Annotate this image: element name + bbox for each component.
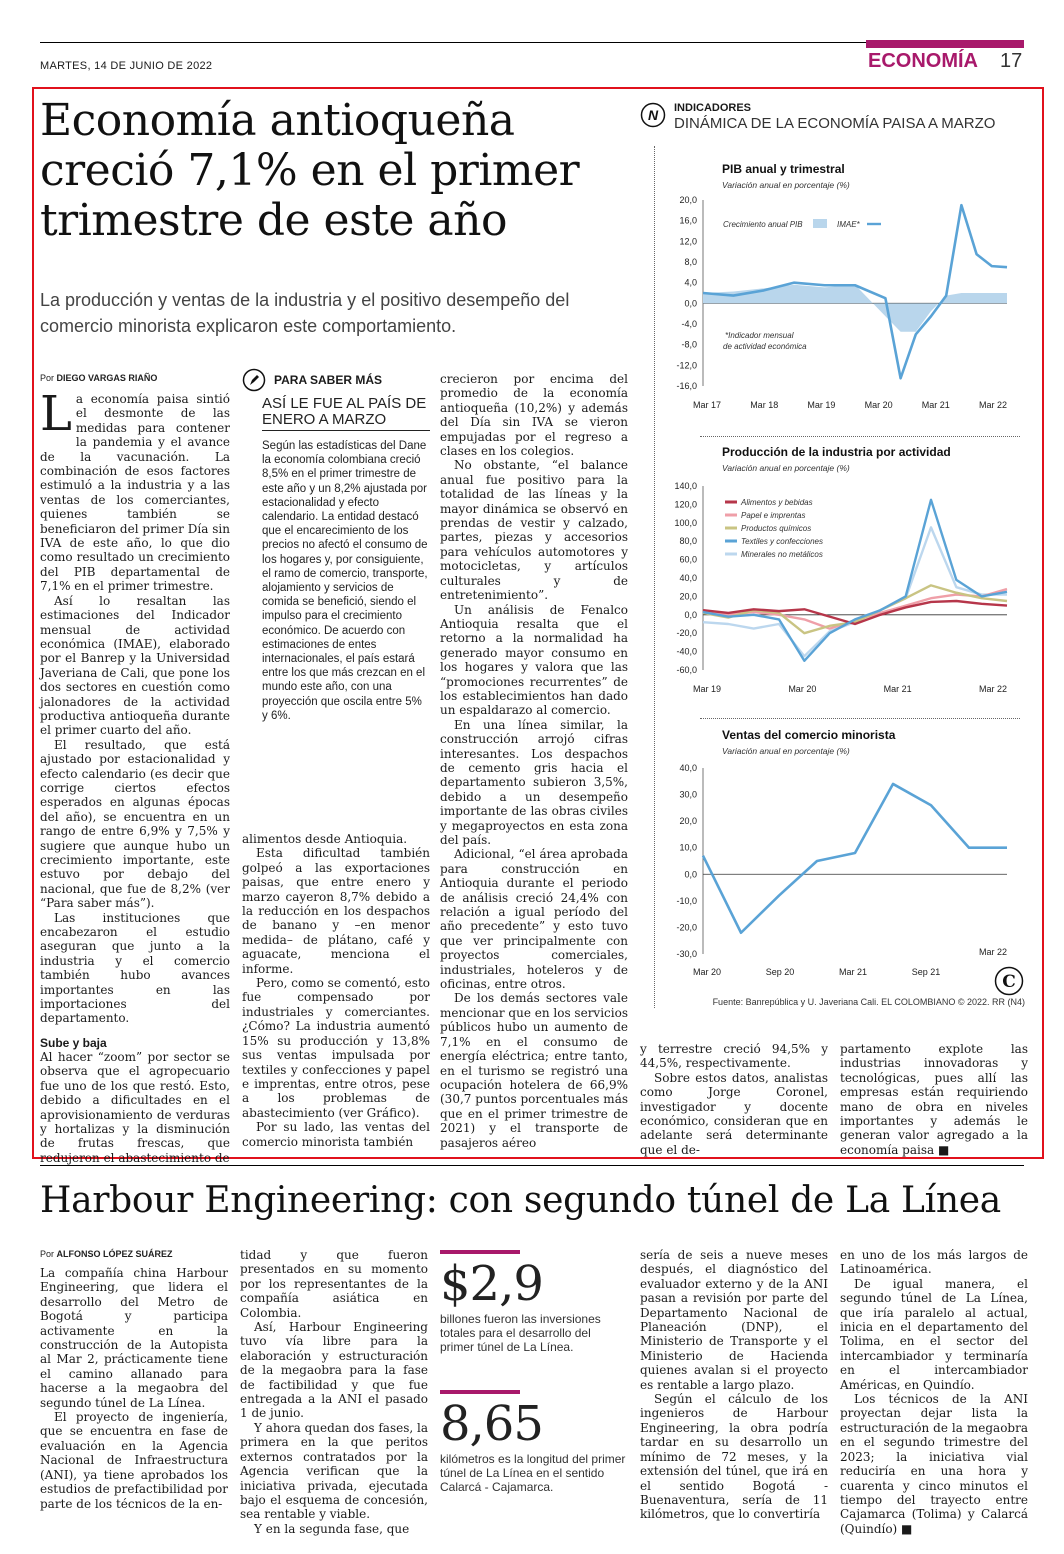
- pib-chart: [655, 190, 1025, 420]
- paragraph: Y en la segunda fase, que: [254, 1521, 410, 1536]
- paragraph: De los demás sectores vale mencionar que en los servicios públicos hubo un aumento de 7,1% en el consumo de energía eléctrica; entre tanto, en el turismo se registró una ocupación hotelera de 66,9% (30,7 puntos porcentuales más que en el primer trimestre de 2021) y el transporte de pasajeros aéreo: [440, 991, 628, 1150]
- paragraph: y terrestre creció 94,5% y 44,5%, respectivamente.: [640, 1042, 828, 1071]
- indicators-header: [640, 102, 1030, 132]
- byline: Por DIEGO VARGAS RIAÑO: [40, 373, 158, 383]
- stat-bar: [440, 1390, 520, 1394]
- paragraph: alimentos desde Antioquia.: [242, 832, 408, 846]
- y-tick-label: 40,0: [679, 763, 697, 773]
- el-colombiano-logo: [994, 966, 1024, 996]
- box-subtitle: ASÍ LE FUE AL PAÍS DE ENERO A MARZO: [262, 396, 430, 431]
- byline: Por ALFONSO LÓPEZ SUÁREZ: [40, 1249, 173, 1259]
- logo-letter: N: [647, 107, 659, 123]
- industry-series-line: [703, 527, 1007, 656]
- paragraph: En una línea similar, la construcción arrojó cifras interesantes. Los despachos de cemento gris hacia el departamento subieron 3,5%, debido a un desempeño importante de las obras civiles y megaproyectos en esta zona del país.: [440, 717, 628, 847]
- stat-value: 8,65: [440, 1396, 543, 1452]
- x-tick-label: Mar 21: [921, 400, 950, 410]
- y-tick-label: 60,0: [679, 554, 697, 565]
- article2-column-2: [240, 1248, 428, 1536]
- y-tick-label: -4,0: [681, 319, 697, 329]
- x-tick-label: Mar 21: [838, 967, 868, 977]
- y-tick-label: 0,0: [684, 869, 697, 880]
- y-tick-label: 140,0: [674, 481, 697, 491]
- chart3-title: Ventas del comercio minorista: [722, 728, 896, 742]
- x-tick-label: Mar 21: [883, 684, 912, 694]
- article-column-5: [840, 1042, 1028, 1157]
- y-tick-label: -12,0: [676, 360, 697, 371]
- paragraph: El proyecto de ingeniería, que se encuentra en fase de evaluación en la Agencia Nacional de Infraestructura (ANI), ya tiene aprobados los estudios de prefactibilidad por parte de los técnicos de la en-: [40, 1410, 228, 1511]
- chart-separator: [700, 718, 1020, 719]
- x-tick-label: Mar 19: [807, 400, 836, 410]
- y-tick-label: 30,0: [679, 789, 697, 800]
- legend-pib-swatch: [813, 219, 827, 228]
- stat-text: billones fueron las inversiones totales para el desarrollo del primer túnel de La Línea.: [440, 1312, 601, 1354]
- y-tick-label: 10,0: [679, 842, 697, 853]
- paragraph: Los técnicos de la ANI proyectan dejar lista la estructuración de la megaobra en el segundo trimestre del 2023; la iniciativa vial reduciría en una hora y cuarenta y cinco minutos el tiempo del trayecto entre Cajamarca (Tolima) y Calarcá (Quindío) ■: [840, 1392, 1028, 1536]
- y-tick-label: -20,0: [676, 628, 697, 639]
- legend-label: Alimentos y bebidas: [741, 498, 813, 507]
- paragraph: Esta dificultad también golpeó a las exportaciones paisas, que entre enero y marzo cayeron 8,7% debido a la reducción en los despachos de banano y –en menor medida– de plátano, café y aguacate, menciona el informe.: [242, 846, 430, 976]
- brand-letter: C: [1002, 972, 1016, 992]
- y-tick-label: 16,0: [679, 215, 697, 226]
- y-tick-label: 40,0: [679, 573, 697, 583]
- chart-source: Fuente: Banrepública y U. Javeriana Cali. EL COLOMBIANO © 2022. RR (N4): [712, 997, 1025, 1007]
- y-tick-label: 20,0: [679, 591, 697, 602]
- paragraph: Las instituciones que encabezaron el estudio aseguran que junto a la industria y el comercio también hubo avances importantes en las importaciones del departamento.: [40, 910, 230, 1026]
- y-tick-label: -60,0: [676, 665, 697, 675]
- y-tick-label: -8,0: [681, 339, 697, 350]
- n-logo-icon: [640, 102, 666, 128]
- box-title: PARA SABER MÁS: [274, 373, 383, 387]
- paragraph: crecieron por encima del promedio de la economía antioqueña (10,2%) y además del Día sin IVA se vieron empujadas por el regreso a clases en los colegios.: [440, 372, 628, 459]
- paragraph: Adicional, “el área aprobada para construcción en Antioquia durante el periodo de análisis creció 24,4% con relación a igual período del año precedente” y esto tuvo que ver principalmente con proyectos comerciales, industriales, hoteleros y de oficinas, entre otros.: [440, 847, 628, 992]
- y-tick-label: 4,0: [684, 277, 697, 288]
- chart1-title: PIB anual y trimestral: [722, 162, 845, 176]
- y-tick-label: 20,0: [679, 816, 697, 827]
- x-tick-label: Mar 19: [692, 684, 722, 694]
- indicators-label: INDICADORES: [674, 102, 752, 114]
- page-number: 17: [1000, 50, 1023, 72]
- legend-label: Productos químicos: [741, 524, 812, 533]
- chart1-subtitle: Variación anual en porcentaje (%): [722, 180, 850, 190]
- paragraph: Así lo resaltan las estimaciones del Indicador mensual de actividad económica (IMAE), elaborado por el Banrep y la Universidad Javeriana de Cali, que pone los dos sectores en cuestión como jalonadores de la actividad productiva antioqueña durante el primer cuarto del año.: [40, 593, 230, 738]
- section-bar: [866, 40, 1024, 48]
- industry-chart: [655, 474, 1025, 700]
- pencil-icon: [242, 368, 266, 392]
- article-headline: Economía antioqueña creció 7,1% en el primer trimestre de este año: [40, 95, 580, 246]
- x-tick-label: Mar 20: [692, 967, 722, 977]
- chart-separator: [700, 436, 1020, 437]
- x-tick-label: Mar 22: [978, 400, 1008, 410]
- legend-label: Minerales no metálicos: [741, 550, 823, 559]
- x-tick-label: Mar 18: [750, 400, 779, 410]
- paragraph: Así, Harbour Engineering tuvo vía libre para la elaboración y estructuración de la megaobra para la fase de factibilidad y que fue entregada a la ANI el pasado 1 de junio.: [240, 1320, 428, 1421]
- paragraph: Sobre estos datos, analistas como Jorge Coronel, investigador y docente económico, consideran que en adelante será determinante que el de-: [640, 1070, 828, 1157]
- y-tick-label: -20,0: [676, 922, 697, 933]
- article-column-1: [40, 386, 230, 1165]
- retail-chart: [655, 758, 1025, 980]
- paragraph: Por su lado, las ventas del comercio minorista también: [242, 1120, 430, 1149]
- legend-label: Papel e imprentas: [741, 511, 806, 520]
- article-column-3: [440, 372, 628, 1150]
- sidebar-box: [242, 368, 430, 723]
- paragraph: La compañía china Harbour Engineering, que lidera el desarrollo del Metro de Bogotá y participa activamente en la construcción de la Autopista al Mar 2, prácticamente tiene el camino allanado para hacerse a la megaobra del segundo túnel de La Línea.: [40, 1266, 228, 1410]
- paragraph: Al hacer “zoom” por sector se observa que el agropecuario fue uno de los que restó. Esto, debido a dificultades en el aprovisionamiento de verduras y hortalizas y la disminución de frutas frescas, que redujeron el abastecimiento de: [40, 1049, 230, 1165]
- article2-column-1: [40, 1266, 228, 1516]
- article-column-4: [640, 1042, 828, 1157]
- paragraph: De igual manera, el segundo túnel de La Línea, que iría paralelo al actual, inicia en el departamento del Tolima, en el sector del intercambiador y terminaría en el intercambiador Américas, en Quindío.: [840, 1276, 1028, 1392]
- drop-cap: L: [40, 386, 72, 442]
- x-tick-label: Sep 20: [765, 967, 795, 977]
- paragraph: No obstante, “el balance anual fue positivo para la totalidad de las líneas y la mayor dinámica se observó en prendas de vestir y calzado, partes, piezas y accesorios para vehículos automotores y motocicletas, y artículos culturales y de entretenimiento”.: [440, 458, 628, 603]
- retail-line: [703, 784, 1007, 933]
- indicators-title: DINÁMICA DE LA ECONOMÍA PAISA A MARZO: [674, 115, 996, 132]
- y-tick-label: 100,0: [674, 517, 697, 528]
- legend-imae: IMAE*: [837, 220, 860, 229]
- paragraph: en uno de los más largos de Latinoamérica.: [840, 1248, 1028, 1277]
- box-header: [242, 368, 430, 392]
- y-tick-label: 12,0: [679, 236, 697, 247]
- x-tick-label: Sep 21: [911, 967, 941, 977]
- subheading: Sube y baja: [40, 1035, 107, 1050]
- paragraph: Según el cálculo de los ingenieros de Harbour Engineering, la obra podría tardar en su desarrollo un mínimo de 72 meses, y la extensión del túnel, que irá en el sentido Bogotá - Buenaventura, sería de 11 kilómetros, que lo convertiría: [640, 1392, 828, 1522]
- y-tick-label: 80,0: [679, 536, 697, 547]
- paragraph: partamento explote las industrias innovadoras y tecnológicas, pues allí las empresas están requiriendo mano de obra en niveles importantes y además le generan valor agregado a la economía paisa ■: [840, 1042, 1028, 1157]
- x-tick-label: Mar 22: [978, 684, 1008, 694]
- stat-text: kilómetros es la longitud del primer túnel de La Línea en el sentido Calarcá - Cajamarca.: [440, 1452, 626, 1494]
- y-tick-label: 20,0: [679, 195, 697, 205]
- chart-note: *Indicador mensual: [725, 331, 794, 340]
- stat-bar: [440, 1250, 520, 1254]
- y-tick-label: -30,0: [676, 949, 697, 959]
- paragraph: Pero, como se comentó, esto fue compensado por industriales y comerciantes. ¿Cómo? La industria aumentó 15% su producción y 13,8% sus ventas impulsada por textiles y confecciones y papel e imprentas, entre otros, pese a los problemas de abastecimiento (ver Gráfico).: [242, 976, 430, 1120]
- y-tick-label: 0,0: [684, 609, 697, 620]
- article2-headline: Harbour Engineering: con segundo túnel de La Línea: [40, 1180, 1001, 1221]
- paragraph: Y ahora quedan dos fases, la primera en la que peritos externos contratados por la Agencia verifican que la iniciativa privada, ejecutada bajo el esquema de concesión, sea rentable y viable.: [240, 1420, 428, 1522]
- x-tick-label: Mar 20: [788, 684, 817, 694]
- issue-date: MARTES, 14 DE JUNIO DE 2022: [40, 60, 213, 72]
- y-tick-label: -40,0: [676, 646, 697, 657]
- section-name: ECONOMÍA: [868, 50, 978, 72]
- y-tick-label: -16,0: [676, 381, 697, 391]
- y-tick-label: 120,0: [674, 499, 697, 510]
- y-tick-label: -10,0: [676, 895, 697, 906]
- article2-column-5: [840, 1248, 1028, 1536]
- stat-block-2: [440, 1390, 628, 1494]
- paragraph: El resultado, que está ajustado por estacionalidad y efecto calendario (es decir que corrige ciertos efectos esperados en algunas épocas del año), se encuentra en un rango de entre 6,9% y 7,5% y sugiere que aunque hubo un crecimiento importante, este estuvo por debajo del nacional, que fue de 8,2% (ver “Para saber más”).: [40, 737, 230, 911]
- paragraph: a economía paisa sintió el desmonte de las medidas para contener la pandemia y el avance de la vacunación. La combinación de esos factores estimuló a la industria y a las ventas de los comerciantes, quienes también se beneficiaron del primer Día sin IVA de este año, lo que dio como resultado un crecimiento del PIB departamental de 7,1% en el primer trimestre.: [40, 392, 230, 594]
- chart-note: de actividad económica: [723, 342, 807, 351]
- legend-pib: Crecimiento anual PIB: [723, 220, 803, 229]
- stat-value: $2,9: [440, 1256, 543, 1312]
- y-tick-label: 0,0: [684, 298, 697, 309]
- article-lede: La producción y ventas de la industria y el positivo desempeño del comercio minorista explicaron este comportamiento.: [40, 290, 570, 336]
- x-tick-label: Mar 22: [978, 947, 1008, 957]
- article2-column-4: [640, 1248, 828, 1522]
- legend-label: Textiles y confecciones: [741, 537, 823, 546]
- box-text: Según las estadísticas del Dane la economía colombiana creció 8,5% en el primer trimestre de este año y un 8,2% ajustada por estacionalidad y efecto calendario. La entidad destacó que el encarecimiento de los precios no afectó el consumo de los hogares y, por consiguiente, el ramo de comercio, transporte, alojamiento y servicios de comida se benefició, siendo el impulso para el crecimiento económico. De acuerdo con estimaciones de entes internacionales, el país estará entre los que más crezcan en el mundo este año, con una proyección que oscila entre 5% y 6%.: [262, 440, 428, 722]
- paragraph: sería de seis a nueve meses después, el diagnóstico del evaluador externo y de la ANI pasan a revisión por parte del Departamento Nacional de Planeación (DNP), el Ministerio de Transporte y el Ministerio de Hacienda quienes avalan si el proyecto es rentable a largo plazo.: [640, 1248, 828, 1392]
- paragraph: Un análisis de Fenalco Antioquia resalta que el retorno a la normalidad ha generado mayor consumo en los hogares y valora que las “promociones recurrentes” de los establecimientos han dado un espaldarazo al comercio.: [440, 602, 628, 718]
- article-separator: [40, 1165, 1024, 1166]
- y-tick-label: 8,0: [684, 257, 697, 267]
- x-tick-label: Mar 17: [692, 400, 722, 410]
- stat-block-1: [440, 1250, 628, 1354]
- chart2-subtitle: Variación anual en porcentaje (%): [722, 463, 850, 473]
- x-tick-label: Mar 20: [864, 400, 893, 410]
- paragraph: tidad y que fueron presentados en su momento por los representantes de la compañía asiática en Colombia.: [240, 1248, 428, 1320]
- article-column-2: [242, 832, 430, 1147]
- chart3-subtitle: Variación anual en porcentaje (%): [722, 746, 850, 756]
- chart2-title: Producción de la industria por actividad: [722, 445, 951, 459]
